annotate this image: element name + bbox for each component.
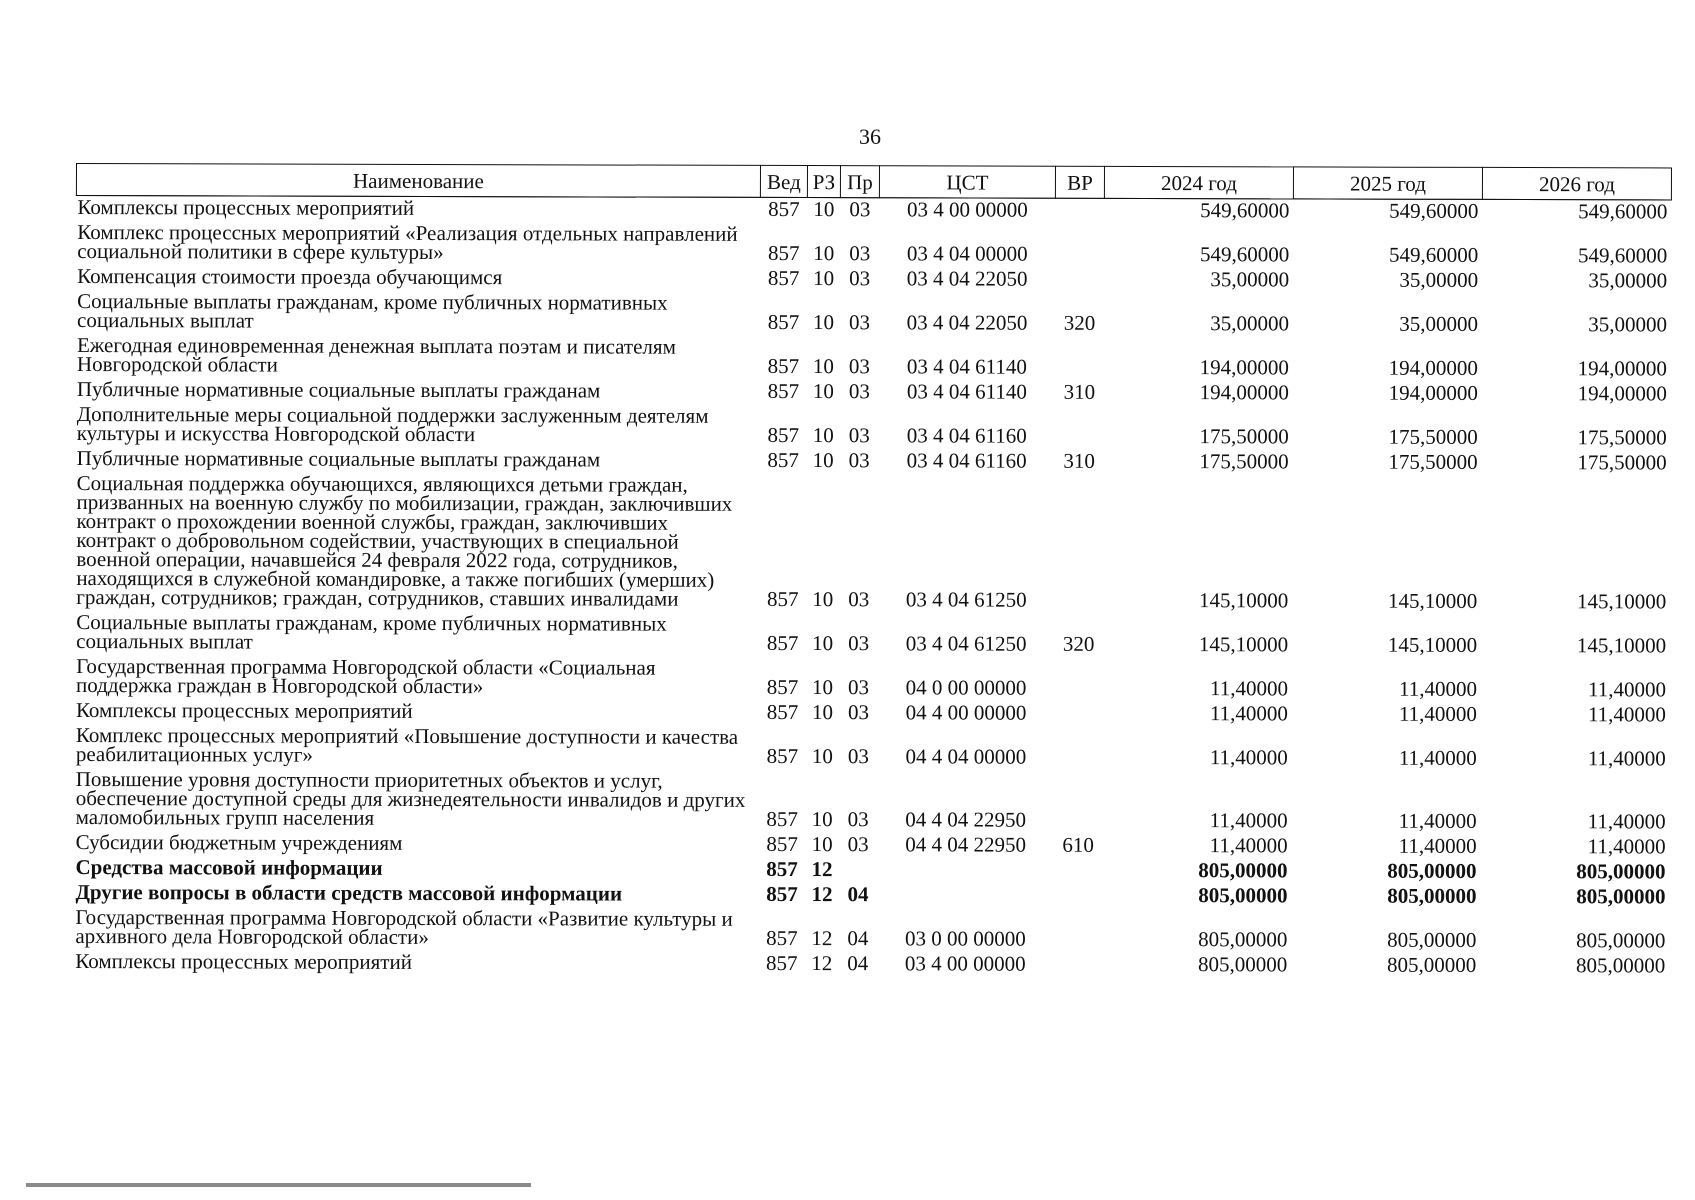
row-pr: 04: [847, 882, 869, 907]
table-row: [76, 334, 1671, 382]
row-vr: [1053, 884, 1102, 909]
row-pr: 03: [848, 631, 870, 656]
row-2024: 11,40000: [1209, 701, 1289, 726]
row-2025: 805,00000: [1387, 858, 1477, 883]
row-rz: 10: [813, 310, 835, 335]
row-name: Другие вопросы в области средств массовой информации: [75, 880, 623, 906]
row-ved: 857: [767, 378, 800, 404]
row-ved: 857: [767, 309, 800, 335]
row-2026: 549,60000: [1577, 243, 1668, 268]
row-2026: 145,10000: [1576, 589, 1667, 614]
row-vr: [1054, 702, 1103, 727]
row-vr: [1054, 727, 1103, 771]
row-vr: [1053, 909, 1102, 953]
row-name: Социальные выплаты гражданам, кроме публичных нормативных социальных выплат: [76, 610, 667, 654]
row-cst: 04 0 00 00000: [905, 675, 1027, 700]
row-2024: 805,00000: [1198, 858, 1288, 883]
row-2026: 11,40000: [1587, 746, 1666, 771]
row-rz: 12: [811, 951, 833, 976]
row-vr: [1054, 658, 1103, 702]
table-row: [76, 403, 1671, 451]
row-2025: 35,00000: [1399, 311, 1479, 336]
row-cst: 03 4 04 61140: [906, 354, 1027, 379]
row-2026: 35,00000: [1588, 268, 1668, 293]
row-vr: [1054, 771, 1103, 834]
table-row: [76, 221, 1671, 269]
row-2025: 805,00000: [1387, 927, 1477, 952]
row-name: Дополнительные меры социальной поддержки заслуженным деятелям культуры и искусства Новгородской области: [76, 402, 709, 447]
row-2026: 11,40000: [1587, 702, 1666, 727]
row-rz: 10: [812, 675, 834, 700]
row-2025: 194,00000: [1388, 355, 1478, 380]
row-name: Средства массовой информации: [75, 855, 383, 880]
row-ved: 857: [765, 950, 798, 976]
row-name: Комплексы процессных мероприятий: [75, 949, 413, 974]
row-2024: 35,00000: [1210, 267, 1290, 292]
row-rz: 12: [811, 857, 833, 882]
row-pr: 03: [849, 241, 871, 266]
row-2024: 11,40000: [1209, 833, 1288, 858]
row-cst: 04 4 00 00000: [905, 700, 1027, 725]
budget-table: [74, 163, 1672, 979]
row-2024: 35,00000: [1210, 311, 1290, 336]
row-pr: 04: [847, 926, 869, 951]
row-cst: 03 0 00 00000: [904, 926, 1026, 951]
row-2026: 805,00000: [1575, 953, 1666, 978]
row-2024: 805,00000: [1198, 927, 1288, 952]
row-ved: 857: [767, 447, 799, 473]
row-2025: 11,40000: [1399, 676, 1478, 701]
row-name: Социальные выплаты гражданам, кроме публичных нормативных социальных выплат: [77, 289, 668, 333]
row-name: Социальная поддержка обучающихся, являющихся детьми граждан, призванных на военную службу по мобилизации, граждан, заключивших контракт о прохождении военной службы, граждан, заключивших контракт о добровольном содействии, участвующих в специальной военной операции, начавшейся 24 февраля 2022 года, сотрудников, находящихся в служебной командировке, а также погибших (умерших) граждан, сотрудников; граждан, сотрудников, ставших инвалидами: [76, 471, 733, 611]
row-2025: 194,00000: [1388, 380, 1478, 405]
row-ved: 857: [766, 856, 798, 882]
row-pr: 03: [848, 379, 870, 404]
table-row: [76, 290, 1671, 338]
header-cst: ЦСТ: [879, 166, 1055, 198]
row-2024: 805,00000: [1197, 952, 1288, 977]
row-ved: 857: [767, 265, 800, 291]
header-2026: 2026 год: [1482, 167, 1671, 200]
row-name: Государственная программа Новгородской области «Социальная поддержка граждан в Новгородской области»: [76, 654, 656, 699]
table-row: [75, 472, 1670, 615]
row-2024: 194,00000: [1199, 380, 1289, 405]
row-2026: 805,00000: [1576, 928, 1666, 953]
row-2026: 145,10000: [1576, 633, 1667, 658]
row-name: Ежегодная единовременная денежная выплата поэтам и писателям Новгородской области: [76, 333, 676, 377]
header-2025: 2025 год: [1293, 167, 1482, 200]
row-ved: 857: [766, 630, 799, 656]
row-vr: [1054, 475, 1103, 614]
row-2024: 145,10000: [1198, 632, 1289, 657]
table-row: [75, 724, 1670, 772]
row-2026: 549,60000: [1578, 199, 1668, 224]
row-cst: 03 4 04 61140: [906, 379, 1027, 404]
row-2024: 194,00000: [1199, 355, 1289, 380]
row-rz: 10: [811, 744, 833, 769]
row-rz: 10: [812, 631, 834, 656]
row-vr: 310: [1063, 379, 1096, 404]
row-pr: 04: [847, 951, 869, 976]
row-rz: 10: [812, 423, 834, 448]
row-rz: 10: [811, 807, 833, 832]
row-cst: 03 4 04 61250: [905, 631, 1027, 656]
row-2024: 549,60000: [1200, 198, 1290, 223]
row-vr: [1055, 337, 1104, 381]
row-pr: 03: [848, 675, 870, 700]
row-cst: 03 4 04 61160: [906, 448, 1027, 473]
budget-table-container: [74, 163, 1672, 979]
row-2025: 145,10000: [1387, 588, 1478, 613]
row-2025: 549,60000: [1389, 198, 1479, 223]
header-rz: РЗ: [807, 166, 840, 198]
row-name: Комплекс процессных мероприятий «Реализация отдельных направлений социальной политики в сфере культуры»: [77, 220, 738, 265]
row-2024: 175,50000: [1199, 449, 1289, 474]
row-cst: 03 4 00 00000: [904, 951, 1026, 976]
row-pr: 03: [848, 448, 870, 473]
row-ved: 857: [766, 806, 798, 832]
row-cst: [877, 883, 1053, 908]
table-row: [75, 768, 1670, 835]
row-name: Комплексы процессных мероприятий: [77, 195, 415, 220]
row-cst: 03 4 04 61160: [906, 423, 1027, 448]
row-cst: 04 4 04 00000: [905, 744, 1027, 769]
table-row: [75, 611, 1670, 659]
row-2025: 11,40000: [1398, 745, 1477, 770]
row-2025: 805,00000: [1387, 883, 1477, 908]
header-vr: ВР: [1055, 166, 1104, 198]
row-2024: 549,60000: [1199, 242, 1290, 267]
row-2026: 11,40000: [1587, 834, 1666, 859]
row-2024: 11,40000: [1210, 676, 1289, 701]
row-rz: 10: [813, 266, 835, 291]
row-vr: 320: [1063, 310, 1096, 335]
row-ved: 857: [766, 881, 798, 907]
table-row: [74, 950, 1669, 979]
row-ved: 857: [766, 831, 798, 857]
row-pr: 03: [847, 832, 869, 857]
table-row: [74, 906, 1669, 954]
row-rz: 10: [812, 354, 834, 379]
header-name: Наименование: [76, 164, 760, 198]
row-vr: [1055, 198, 1104, 224]
row-rz: 10: [812, 587, 834, 612]
row-vr: 320: [1062, 631, 1095, 656]
row-cst: 03 4 04 61250: [905, 587, 1027, 612]
row-pr: 03: [849, 310, 871, 335]
header-2024: 2024 год: [1104, 166, 1293, 199]
page-number: 36: [859, 124, 881, 149]
row-ved: 857: [767, 240, 800, 266]
row-pr: 03: [847, 744, 869, 769]
row-cst: 03 4 04 22050: [906, 266, 1028, 291]
row-pr: 03: [848, 587, 870, 612]
row-rz: 10: [813, 241, 835, 266]
row-2026: 175,50000: [1577, 450, 1667, 475]
row-rz: 10: [812, 448, 834, 473]
row-2025: 145,10000: [1387, 632, 1478, 657]
header-ved: Вед: [760, 165, 807, 197]
row-name: Повышение уровня доступности приоритетных объектов и услуг, обеспечение доступной среды для жизнедеятельности инвалидов и других маломобильных групп населения: [75, 767, 746, 830]
row-2026: 11,40000: [1588, 677, 1667, 702]
row-rz: 10: [813, 197, 835, 222]
row-vr: [1053, 859, 1102, 884]
row-cst: 03 4 04 22050: [906, 310, 1028, 335]
row-name: Комплексы процессных мероприятий: [75, 698, 413, 723]
row-pr: 03: [848, 423, 870, 448]
row-name: Государственная программа Новгородской области «Развитие культуры и архивного дела Новгородской области»: [75, 905, 733, 949]
row-ved: 857: [767, 586, 799, 612]
row-2025: 549,60000: [1388, 242, 1479, 267]
row-pr: 03: [847, 807, 869, 832]
row-name: Субсидии бюджетным учреждениям: [75, 830, 403, 855]
row-vr: [1053, 953, 1102, 978]
row-cst: 03 4 00 00000: [906, 197, 1028, 222]
row-ved: 857: [767, 353, 800, 379]
table-row: [75, 655, 1670, 703]
header-pr: Пр: [840, 166, 879, 198]
table-header: [76, 164, 1671, 200]
row-name: Публичные нормативные социальные выплаты гражданам: [76, 377, 601, 403]
row-name: Комплекс процессных мероприятий «Повышение доступности и качества реабилитационных услуг»: [75, 723, 739, 767]
row-vr: [1055, 406, 1104, 450]
row-ved: 857: [766, 699, 799, 725]
row-rz: 12: [811, 926, 833, 951]
row-cst: [877, 858, 1053, 883]
row-vr: 310: [1063, 448, 1095, 473]
row-2024: 11,40000: [1209, 808, 1288, 833]
header-row: [76, 164, 1671, 200]
row-pr: 03: [848, 354, 870, 379]
row-vr: 610: [1062, 832, 1094, 857]
row-2026: 194,00000: [1577, 356, 1667, 381]
row-ved: 857: [767, 422, 800, 448]
row-ved: 857: [766, 743, 799, 769]
row-2026: 11,40000: [1587, 809, 1666, 834]
scan-artifact-line: [26, 1183, 531, 1187]
row-pr: 03: [849, 197, 871, 222]
row-2024: 175,50000: [1199, 424, 1289, 449]
row-2025: 11,40000: [1398, 808, 1477, 833]
row-2025: 35,00000: [1399, 267, 1479, 292]
row-cst: 04 4 04 22950: [905, 807, 1027, 832]
row-2026: 805,00000: [1576, 884, 1666, 909]
row-name: Публичные нормативные социальные выплаты гражданам: [76, 446, 601, 472]
row-2024: 145,10000: [1199, 588, 1289, 613]
row-2026: 175,50000: [1577, 425, 1667, 450]
row-2025: 175,50000: [1388, 424, 1478, 449]
row-2026: 35,00000: [1588, 312, 1668, 337]
row-pr: 03: [849, 266, 871, 291]
row-2025: 11,40000: [1398, 701, 1478, 726]
row-2026: 194,00000: [1577, 381, 1667, 406]
row-vr: [1055, 268, 1104, 293]
row-ved: 857: [766, 925, 798, 951]
row-ved: 857: [766, 674, 799, 700]
row-rz: 10: [811, 700, 834, 725]
row-2025: 175,50000: [1388, 449, 1478, 474]
row-2025: 805,00000: [1386, 952, 1477, 977]
row-rz: 10: [811, 832, 833, 857]
row-cst: 03 4 04 00000: [906, 241, 1028, 266]
row-rz: 12: [811, 882, 833, 907]
table-body: [74, 196, 1671, 980]
row-2024: 11,40000: [1209, 745, 1288, 770]
row-cst: 04 4 04 22950: [905, 832, 1027, 857]
row-name: Компенсация стоимости проезда обучающимся: [77, 264, 503, 290]
row-ved: 857: [768, 196, 800, 222]
row-2024: 805,00000: [1198, 883, 1288, 908]
row-pr: [838, 858, 877, 883]
row-pr: 03: [847, 700, 870, 725]
row-2025: 11,40000: [1398, 833, 1477, 858]
row-2026: 805,00000: [1576, 859, 1666, 884]
row-rz: 10: [812, 379, 834, 404]
row-vr: [1055, 224, 1104, 268]
